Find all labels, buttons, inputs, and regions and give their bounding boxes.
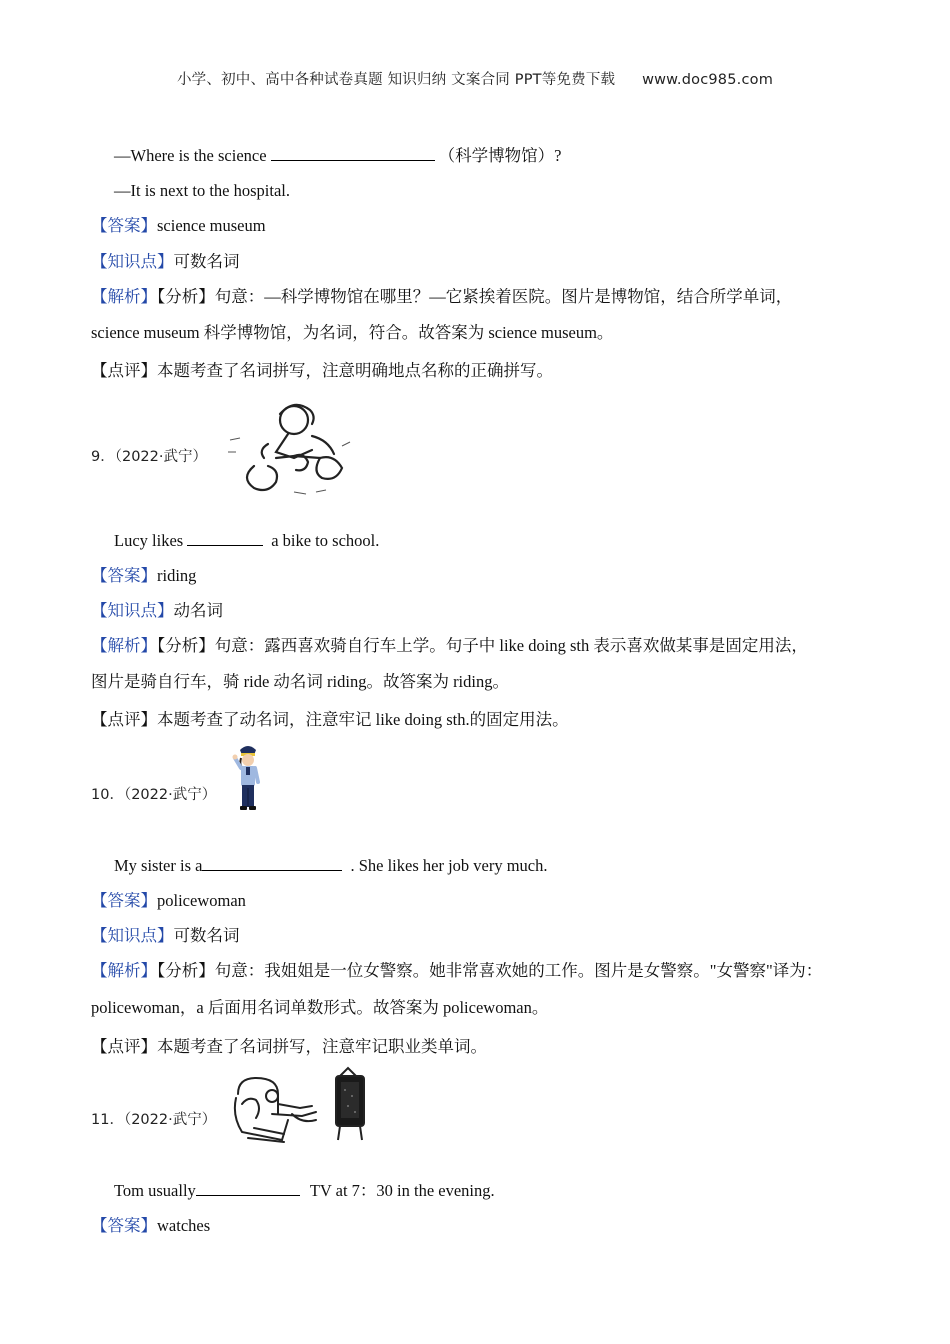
q9-number: 9．（2022·武宁）: [91, 449, 207, 465]
q9-knowledge: [91, 600, 223, 622]
q8-analysis-1: [91, 286, 792, 308]
q10-comment: 【点评】本题考查了名词拼写，注意牢记职业类单词。: [91, 1037, 487, 1056]
analysis-text: 【分析】句意：—科学博物馆在哪里？—它紧挨着医院。图片是博物馆，结合所学单词，: [157, 287, 793, 306]
q9-answer: [91, 565, 196, 587]
q8-line1: [114, 144, 561, 167]
analysis-tag: 【解析】: [91, 636, 157, 655]
q8-line1-hint: （科学博物馆）?: [438, 146, 562, 165]
q9-analysis-2: 图片是骑自行车，骑 ride 动名词 riding。故答案为 riding。: [91, 672, 509, 691]
bike-rider-sketch-icon: [224, 396, 358, 498]
q10-sentence: [114, 854, 548, 877]
q10-number: 10．（2022·武宁）: [91, 787, 217, 803]
knowledge-value: 动名词: [173, 601, 223, 620]
q10-analysis-2: policewoman，a 后面用名词单数形式。故答案为 policewoman。: [91, 998, 549, 1017]
q9-sentence-end: a bike to school.: [271, 531, 380, 550]
armchair-sketch-icon: [232, 1074, 322, 1146]
q8-knowledge: [91, 251, 240, 273]
header-text: 小学、初中、高中各种试卷真题 知识归纳 文案合同 PPT等免费下载: [176, 72, 616, 88]
q9-blank: [187, 529, 263, 546]
answer-value: watches: [157, 1216, 211, 1235]
q9-sentence: [114, 529, 379, 552]
q11-number: 11．（2022·武宁）: [91, 1112, 217, 1128]
q9-analysis-1: [91, 635, 808, 657]
answer-tag: 【答案】: [91, 216, 157, 235]
header-site: www.doc985.com: [642, 72, 774, 88]
answer-value: science museum: [157, 216, 266, 235]
page-header: [0, 68, 950, 89]
q11-sentence-end: TV at 7：30 in the evening.: [309, 1181, 495, 1200]
q10-blank: [202, 854, 342, 871]
q10-sentence-start: My sister is a: [114, 856, 203, 875]
q10-sentence-end: . She likes her job very much.: [350, 856, 548, 875]
q8-blank: [271, 144, 435, 161]
television-sketch-icon: [330, 1066, 370, 1142]
q10-answer: [91, 890, 246, 912]
q8-answer: [91, 215, 266, 237]
q10-knowledge: [91, 925, 240, 947]
q10-analysis-1: [91, 960, 822, 982]
q8-comment: 【点评】本题考查了名词拼写，注意明确地点名称的正确拼写。: [91, 361, 553, 380]
answer-value: riding: [157, 566, 197, 585]
knowledge-tag: 【知识点】: [91, 252, 174, 271]
q11-answer: [91, 1215, 210, 1237]
knowledge-tag: 【知识点】: [91, 601, 174, 620]
answer-value: policewoman: [157, 891, 246, 910]
knowledge-tag: 【知识点】: [91, 926, 174, 945]
policewoman-illustration-icon: [232, 744, 264, 812]
q9-sentence-start: Lucy likes: [114, 531, 184, 550]
answer-tag: 【答案】: [91, 1216, 157, 1235]
knowledge-value: 可数名词: [173, 252, 240, 271]
q11-sentence: [114, 1179, 495, 1202]
analysis-text: 【分析】句意：我姐姐是一位女警察。她非常喜欢她的工作。图片是女警察。"女警察"译为：: [157, 961, 823, 980]
answer-tag: 【答案】: [91, 891, 157, 910]
q9-comment: 【点评】本题考查了动名词，注意牢记 like doing sth.的固定用法。: [91, 710, 569, 729]
q8-line2: —It is next to the hospital.: [114, 181, 290, 200]
analysis-tag: 【解析】: [91, 287, 157, 306]
q8-line1-text: —Where is the science: [114, 146, 267, 165]
q8-analysis-2: science museum 科学博物馆，为名词，符合。故答案为 science museum。: [91, 323, 614, 342]
knowledge-value: 可数名词: [173, 926, 240, 945]
q11-blank: [196, 1179, 300, 1196]
analysis-tag: 【解析】: [91, 961, 157, 980]
q11-sentence-start: Tom usually: [114, 1181, 196, 1200]
answer-tag: 【答案】: [91, 566, 157, 585]
analysis-text: 【分析】句意：露西喜欢骑自行车上学。句子中 like doing sth 表示喜欢做某事是固定用法，: [157, 636, 808, 655]
